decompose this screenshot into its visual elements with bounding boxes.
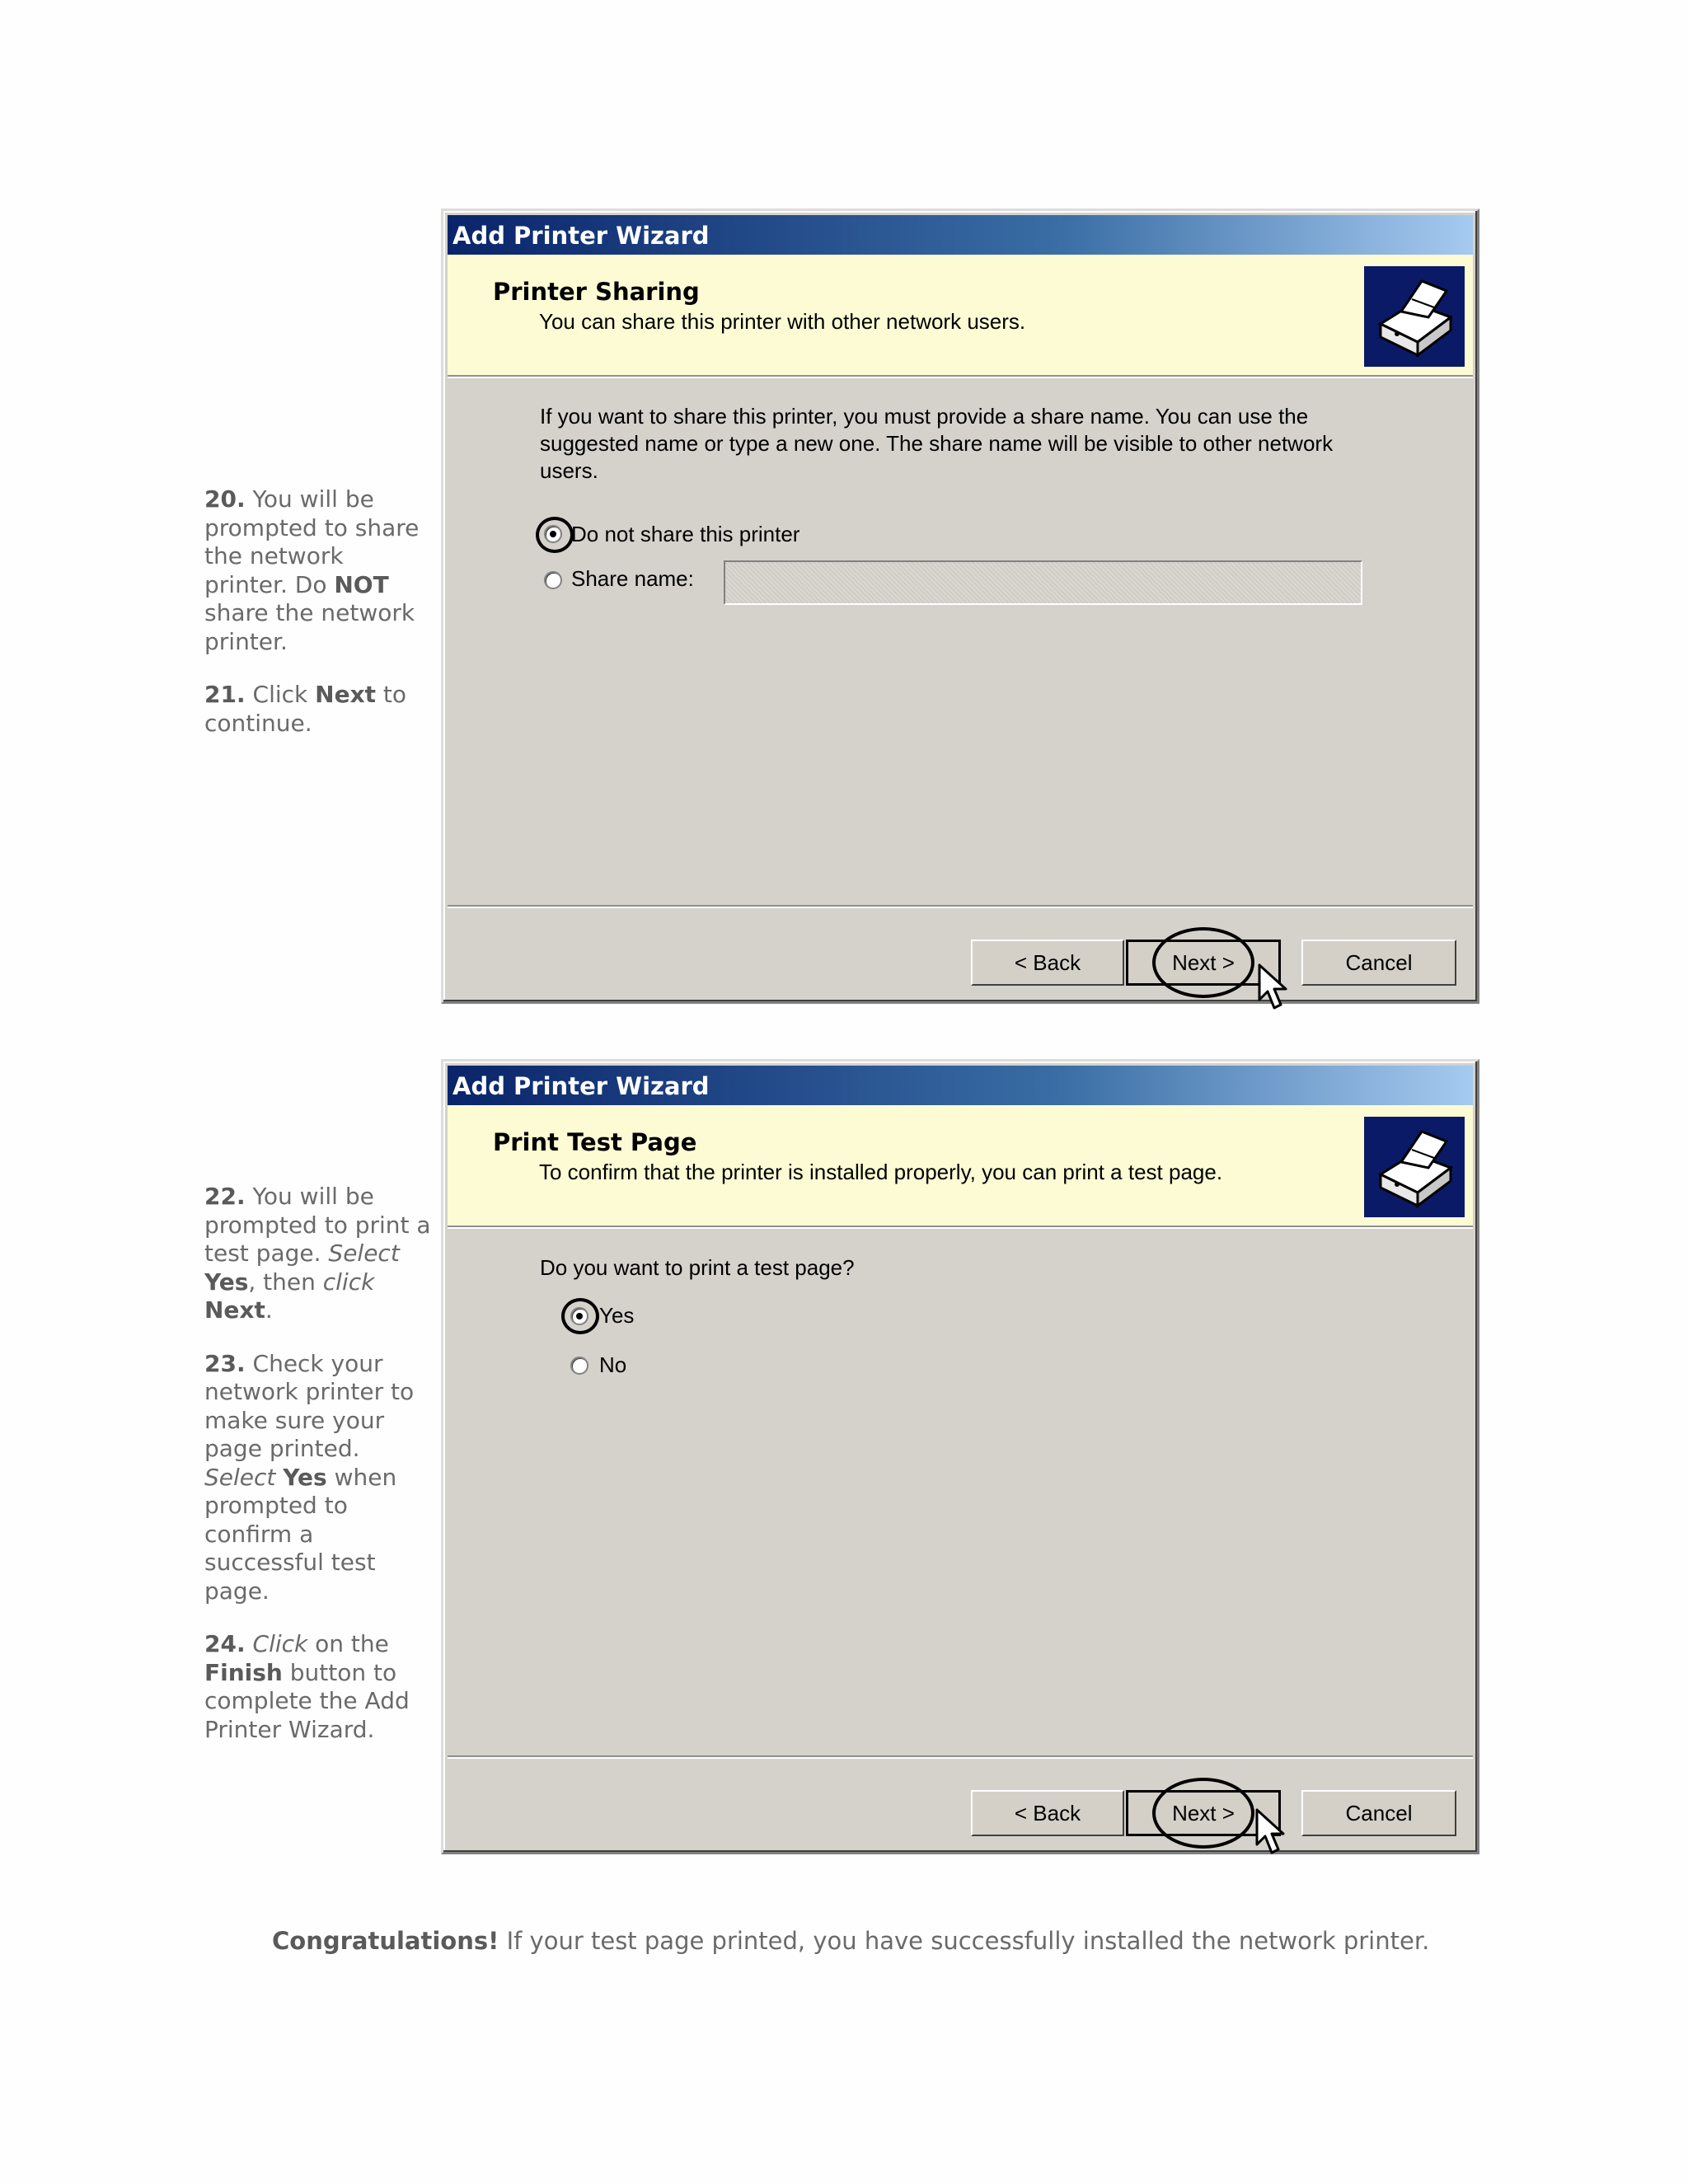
- intro-text: If you want to share this printer, you must provide a share name. You can use the suggested name or type a new one. The share name will be visible to other network users.: [540, 404, 1334, 483]
- mouse-pointer-icon: [1255, 1808, 1288, 1858]
- share-name-radio[interactable]: [544, 571, 562, 589]
- highlight-circle: [1152, 1778, 1254, 1849]
- congrats-bold: Congratulations!: [272, 1927, 499, 1955]
- step-23: 23. Check your network printer to make sure your page printed. Select Yes when prompted to confirm a successful test page.: [204, 1349, 415, 1605]
- cancel-button[interactable]: Cancel: [1301, 1790, 1456, 1836]
- header-subtitle: To confirm that the printer is installed properly, you can print a test page.: [539, 1160, 1223, 1184]
- print-test-page-dialog: [441, 1059, 1479, 1854]
- instructions-steps-22-24: [204, 1183, 431, 1769]
- next-button[interactable]: Next >: [1126, 1790, 1281, 1836]
- no-share-label[interactable]: Do not share this printer: [571, 522, 800, 546]
- yes-label[interactable]: Yes: [599, 1303, 635, 1328]
- congrats-text: If your test page printed, you have successfully installed the network printer.: [506, 1927, 1430, 1955]
- printer-icon: [1364, 1117, 1465, 1217]
- congratulations-message: [272, 1927, 1429, 1955]
- header-title: Printer Sharing: [493, 278, 700, 306]
- back-button[interactable]: < Back: [971, 1790, 1124, 1836]
- step-24: 24. Click on the Finish button to complete the Add Printer Wizard.: [204, 1630, 410, 1743]
- step-21: 21. Click Next to continue.: [204, 681, 407, 737]
- title-bar[interactable]: [448, 215, 1473, 255]
- footer-separator: [448, 1755, 1473, 1757]
- cancel-button[interactable]: Cancel: [1301, 940, 1456, 986]
- printer-sharing-dialog: [441, 209, 1479, 1004]
- next-button[interactable]: Next >: [1126, 940, 1281, 986]
- wizard-body: [448, 377, 1473, 997]
- highlight-circle: [561, 1298, 599, 1334]
- footer-separator: [448, 905, 1473, 907]
- highlight-circle: [536, 517, 574, 553]
- no-radio[interactable]: [570, 1357, 588, 1375]
- share-name-input[interactable]: [724, 560, 1362, 605]
- wizard-header: [448, 1105, 1473, 1227]
- share-name-label[interactable]: Share name:: [571, 566, 694, 591]
- back-button[interactable]: < Back: [971, 940, 1124, 986]
- window-title: Add Printer Wizard: [452, 222, 710, 250]
- wizard-body: [448, 1227, 1473, 1848]
- highlight-circle: [1152, 927, 1254, 998]
- instructions-steps-20-21: [204, 485, 431, 762]
- title-bar[interactable]: [448, 1066, 1473, 1105]
- no-label[interactable]: No: [599, 1352, 627, 1377]
- step-22: 22. You will be prompted to print a test page. Select Yes, then click Next.: [204, 1183, 431, 1324]
- wizard-header: [448, 255, 1473, 377]
- test-page-question: Do you want to print a test page?: [540, 1255, 855, 1280]
- header-subtitle: You can share this printer with other network users.: [539, 309, 1026, 334]
- printer-icon: [1364, 266, 1465, 367]
- window-title: Add Printer Wizard: [452, 1072, 710, 1100]
- step-20: 20. You will be prompted to share the network printer. Do NOT share the network printer.: [204, 485, 420, 655]
- mouse-pointer-icon: [1258, 963, 1291, 1013]
- header-title: Print Test Page: [493, 1128, 697, 1156]
